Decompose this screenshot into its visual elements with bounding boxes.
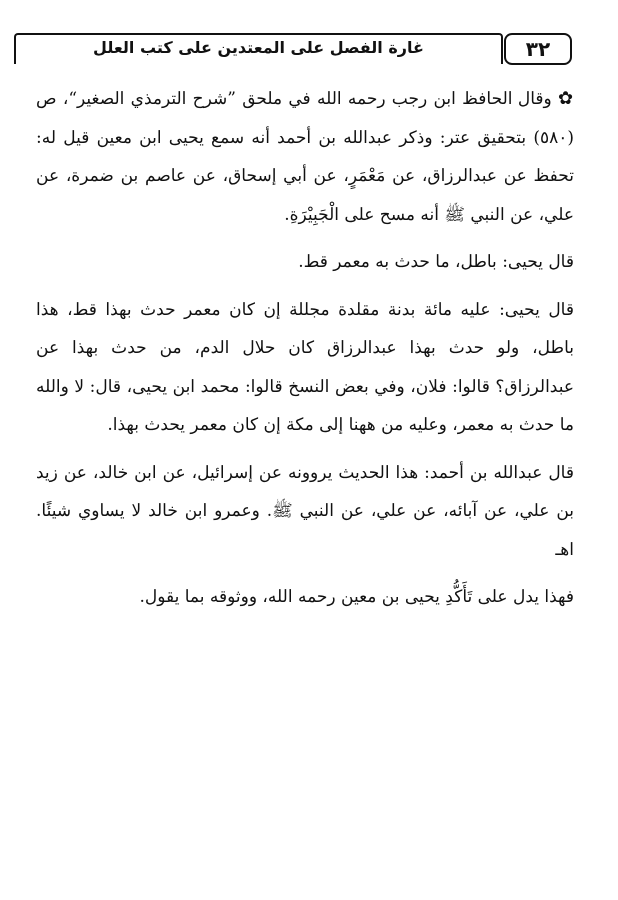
body-text — [36, 80, 574, 617]
flower-ornament-icon: ✿ — [558, 88, 574, 109]
paragraph-text: وقال الحافظ ابن رجب رحمه الله في ملحق ”شرح الترمذي الصغير“، ص (٥٨٠) بتحقيق عتر: وذكر عبدالله بن أحمد أنه سمع يحيى ابن معين قيل له: تحفظ عن عبدالرزاق، عن مَعْمَرٍ، عن أبي إسحاق، عن عاصم بن ضمرة، عن علي، عن النبي ﷺ أنه مسح على الْجَبِيْرَةِ. — [36, 89, 574, 225]
running-title: غارة الفصل على المعتدين على كتب العلل — [93, 38, 424, 57]
paragraph-4: قال عبدالله بن أحمد: هذا الحديث يروونه عن إسرائيل، عن ابن خالد، عن زيد بن علي، عن آبائه، عن علي، عن النبي ﷺ. وعمرو ابن خالد لا يساوي شيئًا. اهـ — [36, 462, 574, 560]
paragraph-2: قال يحيى: باطل، ما حدث به معمر قط. — [298, 252, 574, 272]
paragraph-3: قال يحيى: عليه مائة بدنة مقلدة مجللة إن كان معمر حدث بهذا قط، هذا باطل، ولو حدث بهذا عبدالرزاق كان حلال الدم، من حدث بهذا عن عبدالرزاق؟ قالوا: فلان، وفي بعض النسخ قالوا: محمد ابن يحيى، قال: لا والله ما حدث به معمر، وعليه من ههنا إلى مكة إن كان معمر يحدث بهذا. — [36, 299, 574, 435]
page-header — [14, 33, 572, 65]
header-frame — [14, 33, 503, 64]
paragraph-5: فهذا يدل على تَأَكُّدِ يحيى بن معين رحمه الله، ووثوقه بما يقول. — [139, 587, 574, 607]
paragraph-1 — [36, 80, 574, 234]
page-number: ٣٢ — [504, 33, 572, 65]
